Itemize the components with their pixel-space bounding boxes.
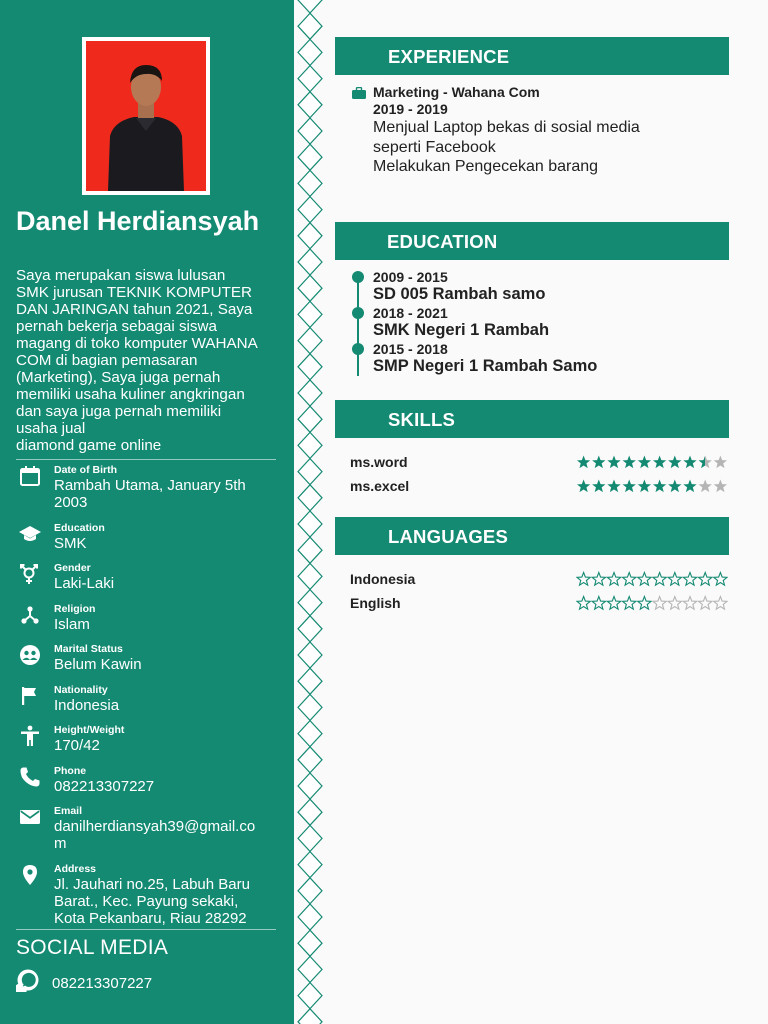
gender-icon xyxy=(18,562,42,586)
diamond-shape xyxy=(298,747,322,773)
summary-line: diamond game online xyxy=(16,437,162,454)
summary-line: magang di toko komputer WAHANA xyxy=(16,335,258,352)
summary-divider xyxy=(16,459,276,460)
education-school: SMK Negeri 1 Rambah xyxy=(373,321,550,339)
diamond-shape xyxy=(298,878,322,904)
diamond-shape xyxy=(298,432,322,458)
summary-line: COM di bagian pemasaran xyxy=(16,352,198,369)
rating-star xyxy=(653,573,666,586)
skills-title: SKILLS xyxy=(388,409,455,430)
diamond-shape xyxy=(298,1009,322,1024)
diamond-shape xyxy=(298,197,322,223)
languages-title: LANGUAGES xyxy=(388,526,508,547)
rating-star xyxy=(592,456,605,469)
education-period: 2009 - 2015 xyxy=(373,269,448,285)
info-value: 170/42 xyxy=(54,737,100,754)
diamond-shape xyxy=(298,275,322,301)
graduation-cap-icon xyxy=(18,522,42,546)
diamond-shape xyxy=(298,66,322,92)
rating-star xyxy=(623,597,636,610)
diamond-shape xyxy=(298,904,322,930)
info-label: Email xyxy=(54,805,83,817)
info-label: Gender xyxy=(54,562,91,574)
info-label: Date of Birth xyxy=(54,464,117,476)
skill-label: ms.word xyxy=(350,454,408,470)
diamond-shape xyxy=(298,39,322,65)
summary-line: pernah bekerja sebagai siswa xyxy=(16,318,217,335)
diamond-shape xyxy=(298,721,322,747)
rating-star xyxy=(607,480,620,493)
diamond-shape xyxy=(298,144,322,170)
diamond-shape xyxy=(298,0,322,13)
rating-star xyxy=(699,573,712,586)
timeline-dot xyxy=(352,271,364,283)
summary-line: SMK jurusan TEKNIK KOMPUTER xyxy=(16,284,253,301)
diamond-shape xyxy=(298,956,322,982)
diamond-shape xyxy=(298,825,322,851)
skills-header xyxy=(335,400,729,438)
language-row xyxy=(350,571,730,591)
rating-star xyxy=(577,456,590,469)
calendar-icon xyxy=(18,464,42,488)
diamond-shape xyxy=(298,459,322,485)
info-value: danilherdiansyah39@gmail.co m xyxy=(54,818,256,852)
rating-star xyxy=(683,480,696,493)
rating-star xyxy=(607,597,620,610)
marital-status-icon xyxy=(18,643,42,667)
skill-rating-stars xyxy=(576,454,728,470)
rating-star xyxy=(668,480,681,493)
diamond-shape xyxy=(298,511,322,537)
rating-star xyxy=(638,480,651,493)
info-label: Phone xyxy=(54,765,87,777)
diamond-shape xyxy=(298,563,322,589)
diamond-shape xyxy=(298,694,322,720)
info-value: Indonesia xyxy=(54,697,120,714)
info-value: Rambah Utama, January 5th 2003 xyxy=(54,477,246,511)
social-item-whatsapp[interactable] xyxy=(16,968,276,994)
briefcase-icon xyxy=(352,87,366,99)
experience-header xyxy=(335,37,729,75)
rating-star xyxy=(683,456,696,469)
summary-line: usaha jual xyxy=(16,420,86,437)
summary-line: (Marketing), Saya juga pernah xyxy=(16,369,221,386)
info-divider xyxy=(16,929,276,930)
social-media-title: SOCIAL MEDIA xyxy=(16,936,169,959)
rating-star xyxy=(699,456,712,469)
education-period: 2018 - 2021 xyxy=(373,305,448,321)
language-label: English xyxy=(350,595,401,611)
rating-star xyxy=(653,456,666,469)
rating-star xyxy=(714,456,727,469)
sidebar xyxy=(0,0,294,1024)
rating-star xyxy=(653,480,666,493)
rating-star xyxy=(683,573,696,586)
timeline-dot xyxy=(352,307,364,319)
rating-star xyxy=(668,573,681,586)
summary-line: memiliki usaha kuliner angkringan xyxy=(16,386,245,403)
diamond-shape xyxy=(298,223,322,249)
rating-star xyxy=(607,456,620,469)
whatsapp-icon xyxy=(16,968,40,992)
profile-name: Danel Herdiansyah xyxy=(16,206,260,236)
rating-star xyxy=(668,597,681,610)
religion-icon xyxy=(18,603,42,627)
rating-star xyxy=(699,480,712,493)
skill-rating-stars xyxy=(576,478,728,494)
info-label: Religion xyxy=(54,603,96,615)
person-icon xyxy=(18,724,42,748)
diamond-shape xyxy=(298,249,322,275)
rating-star xyxy=(607,573,620,586)
summary-line: DAN JARINGAN tahun 2021, Saya xyxy=(16,301,253,318)
skill-label: ms.excel xyxy=(350,478,410,494)
education-header xyxy=(335,222,729,260)
rating-star xyxy=(683,597,696,610)
diamond-shape xyxy=(298,92,322,118)
social-whatsapp-number: 082213307227 xyxy=(52,975,153,992)
profile-photo-image xyxy=(86,41,206,191)
rating-star xyxy=(668,456,681,469)
rating-star xyxy=(592,480,605,493)
languages-header xyxy=(335,517,729,555)
rating-star xyxy=(638,573,651,586)
diamond-shape xyxy=(298,642,322,668)
diamond-shape xyxy=(298,852,322,878)
diamond-shape xyxy=(298,590,322,616)
rating-star xyxy=(653,597,666,610)
info-label: Address xyxy=(54,863,97,875)
experience-role: Marketing - Wahana Com xyxy=(373,84,540,100)
decorative-diamond-strip xyxy=(296,0,324,1024)
rating-star xyxy=(577,573,590,586)
diamond-shape xyxy=(298,537,322,563)
diamond-shape xyxy=(298,616,322,642)
rating-star xyxy=(638,456,651,469)
education-school: SMP Negeri 1 Rambah Samo xyxy=(373,357,598,375)
rating-star xyxy=(592,573,605,586)
rating-star xyxy=(714,573,727,586)
diamond-shape xyxy=(298,170,322,196)
diamond-shape xyxy=(298,328,322,354)
experience-title: EXPERIENCE xyxy=(388,46,510,67)
info-value: 082213307227 xyxy=(54,778,155,795)
rating-star xyxy=(714,597,727,610)
education-title: EDUCATION xyxy=(387,231,498,252)
info-label: Height/Weight xyxy=(54,724,125,736)
location-pin-icon xyxy=(18,863,42,887)
diamond-shape xyxy=(298,799,322,825)
phone-icon xyxy=(18,765,42,789)
education-timeline-line xyxy=(357,276,359,376)
education-school: SD 005 Rambah samo xyxy=(373,285,546,303)
rating-star xyxy=(714,480,727,493)
info-value: SMK xyxy=(54,535,87,552)
rating-star xyxy=(577,480,590,493)
profile-summary xyxy=(16,267,281,454)
experience-description: Menjual Laptop bekas di sosial media seperti Facebook Melakukan Pengecekan barang xyxy=(373,119,640,175)
summary-line: Saya merupakan siswa lulusan xyxy=(16,267,226,284)
diamond-shape xyxy=(298,13,322,39)
diamond-shape xyxy=(298,301,322,327)
language-rating-stars xyxy=(576,595,728,611)
diamond-shape xyxy=(298,354,322,380)
diamond-shape xyxy=(298,983,322,1009)
info-label: Marital Status xyxy=(54,643,123,655)
rating-star xyxy=(592,597,605,610)
info-label: Education xyxy=(54,522,105,534)
skill-row xyxy=(350,454,730,474)
summary-line: dan saya juga pernah memiliki xyxy=(16,403,222,420)
diamond-shape xyxy=(298,406,322,432)
info-value: Belum Kawin xyxy=(54,656,142,673)
info-value: Islam xyxy=(54,616,90,633)
rating-star xyxy=(623,573,636,586)
profile-photo xyxy=(82,37,210,195)
diamond-shape xyxy=(298,380,322,406)
experience-period: 2019 - 2019 xyxy=(373,101,448,117)
email-icon xyxy=(18,805,42,829)
skill-row xyxy=(350,478,730,498)
info-value: Laki-Laki xyxy=(54,575,115,592)
rating-star xyxy=(623,480,636,493)
diamond-shape xyxy=(298,118,322,144)
diamond-shape xyxy=(298,668,322,694)
language-rating-stars xyxy=(576,571,728,587)
diamond-shape xyxy=(298,773,322,799)
language-row xyxy=(350,595,730,615)
rating-star xyxy=(623,456,636,469)
diamond-shape xyxy=(298,930,322,956)
language-label: Indonesia xyxy=(350,571,416,587)
info-label: Nationality xyxy=(54,684,108,696)
rating-star xyxy=(577,597,590,610)
rating-star xyxy=(638,597,651,610)
rating-star xyxy=(699,597,712,610)
info-value: Jl. Jauhari no.25, Labuh Baru Barat., Kec. Payung sekaki, Kota Pekanbaru, Riau 28292 xyxy=(54,876,250,927)
diamond-shape xyxy=(298,485,322,511)
education-period: 2015 - 2018 xyxy=(373,341,448,357)
timeline-dot xyxy=(352,343,364,355)
flag-icon xyxy=(18,684,42,708)
